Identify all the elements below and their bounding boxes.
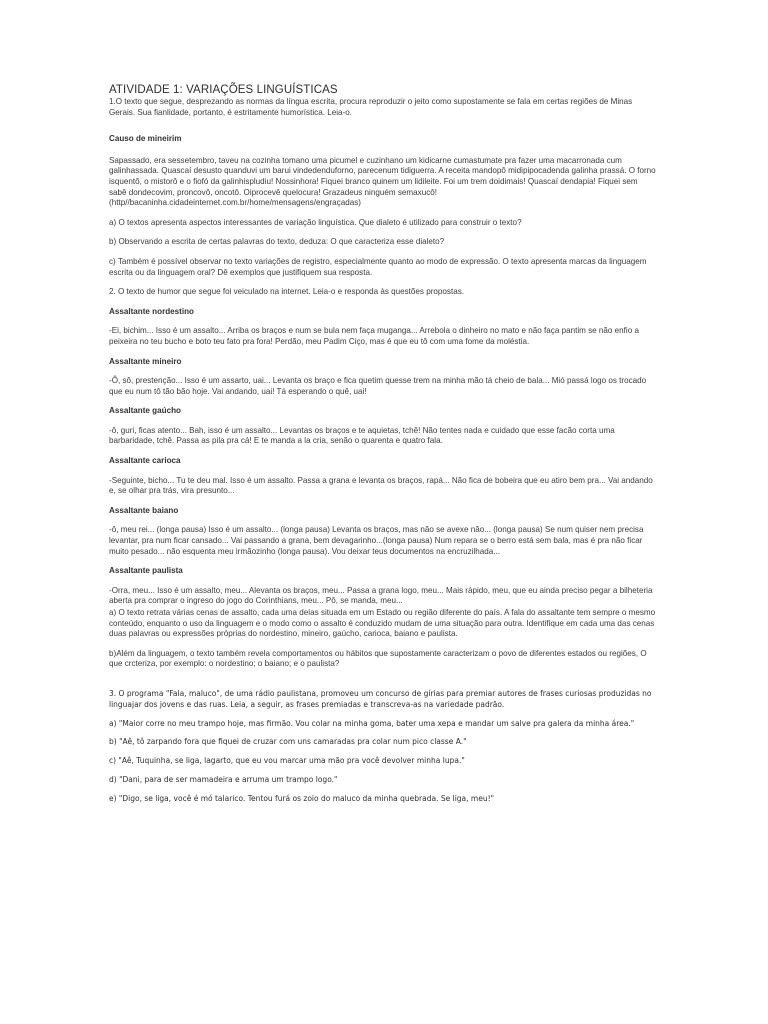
assaltante-carioca-text: -Seguinte, bicho... Tu te deu mal. Isso é um assalto. Passa a grana e levanta os braços, rapá... Não fica de bobeira que eu atiro bem pra... Vai andando e, se olhar pra trás, vira presunto... xyxy=(109,475,653,496)
assaltante-paulista-heading: Assaltante paulista xyxy=(109,566,183,576)
question-2b: b)Além da linguagem, o texto também revela comportamentos ou hábitos que supostamente caracterizam o povo de diferentes estados ou regiões, O que crcteriza, por exemplo: o nordestino; o baiano; e o paulista? xyxy=(109,648,647,669)
assaltante-baiano-text: -ô, meu rei... (longa pausa) Isso é um assalto... (longa pausa) Levanta os braços, mas não se avexe não... (longa pausa) Se num quiser nem precisa levantar, pra num ficar cansado... Vai passando a grana, bem devagarinho...(longa pausa) Num repara se o berro está sem bala, mas é pra não ficar muito pesado... não esquenta meu irmãozinho (longa pausa). Vou deixar teus documentos na encruzilhada... xyxy=(109,525,644,556)
causo-text: Sapassado, era sessetembro, taveu na cozinha tomano uma picumel e cuzinhano um kidicarne cumastumate pra fazer uma macarronada cum galinhassada. Quascaí desusto quanduvi um barui vindedenduforno, parecenum tidiguerra. A receita mandopô midipipocadenda galinha prassá. O forno isquentô, o mistorô e o fiofó da galinhispludiu! Nossinhora! Fiquei branco quinem um lidileite. Foi um trem doidimais! Quascaí dendapia! Fiquei sem sabê dondecovim, proncovô, oncotô. Oiprocevê quelocura! Grazadeus ninguém semaxucô! (http//bacaninha.cidadeinternet.com.br/home/mensagens/engraçadas) xyxy=(109,155,656,208)
assaltante-nordestino-heading: Assaltante nordestino xyxy=(109,306,195,316)
assaltante-baiano-heading: Assaltante baiano xyxy=(109,505,179,515)
question-3-item-e: e) "Digo, se liga, você é mó talarico. Tentou furá os zoio do maluco da minha quebrada. Se liga, meu!" xyxy=(109,793,495,803)
assaltante-gaucho-text: -ô, guri, ficas atento... Bah, isso é um assalto... Levantas os braços e te aquietas, tchê! Não tentes nada e cuidado que esse facão corta uma barbaridade, tchê. Passa as pila pra cá! E te manda a la cria, senão o quarenta e quatro fala. xyxy=(109,425,615,446)
causo-heading: Causo de mineirim xyxy=(109,134,182,144)
assaltante-gaucho-heading: Assaltante gaúcho xyxy=(109,406,181,416)
document-title: ATIVIDADE 1: VARIAÇÕES LINGUÍSTICAS xyxy=(109,84,338,96)
question-1c: c) Também é possível observar no texto variações de registro, especialmente quanto ao modo de expressão. O texto apresenta marcas da linguagem escrita ou da linguagem oral? Dê exemplos que justifiquem sua resposta. xyxy=(109,256,647,277)
question-3-item-a: a) "Maior corre no meu trampo hoje, mas firmão. Vou colar na minha goma, bater uma xepa e mandar um salve pra galera da minha área." xyxy=(109,718,635,728)
question-3-item-d: d) "Dani, para de ser mamadeira e arruma um trampo logo." xyxy=(109,774,338,784)
assaltante-mineiro-heading: Assaltante mineiro xyxy=(109,356,182,366)
document-page xyxy=(109,84,657,805)
question-3-item-b: b) "Aê, tô zarpando fora que fiquei de cruzar com uns camaradas pra colar num pico classe A." xyxy=(109,737,467,747)
assaltante-nordestino-text: -Ei, bichim... Isso é um assalto... Arriba os braços e num se bula nem faça muganga... Arrebola o dinheiro no mato e não faça pantim se não enfio a peixeira no teu bucho e boto teu fato pra fora! Perdão, meu Padim Ciço, mas é que eu tô com uma fome da moléstia. xyxy=(109,326,639,346)
question-2-intro: 2. O texto de humor que segue foi veiculado na internet. Leia-o e responda às questões propostas. xyxy=(109,287,465,297)
question-1b: b) Observando a escrita de certas palavras do texto, deduza: O que caracteriza esse dialeto? xyxy=(109,237,445,247)
question-2a: a) O texto retrata várias cenas de assalto, cada uma delas situada em um Estado ou região diferente do país. A fala do assaltante tem sempre o mesmo conteúdo, enquanto o uso da linguagem e o modo como o assalto é conduzido mudam de uma situação para outra. Identifique em cada uma das cenas duas palavras ou expressões próprias do nordestino, mineiro, gaúcho, carioca, baiano e paulista. xyxy=(109,608,656,639)
assaltante-mineiro-text: -Ô, sô, prestenção... Isso é um assarto, uai... Levanta os braço e fica quetim quesse trem na minha mão tá cheio de bala... Mió passá logo os trocado que eu num tô tão bão hoje. Vai andando, uai! Tá esperando o quê, uai! xyxy=(109,376,647,396)
assaltante-carioca-heading: Assaltante carioca xyxy=(109,456,181,466)
intro-paragraph: 1.O texto que segue, desprezando as normas da língua escrita, procura reproduzir o jeito como supostamente se fala em certas regiões de Minas Gerais. Sua fianlidade, portanto, é estritamente humorística. Leia-o. xyxy=(109,97,633,117)
question-3-intro: 3. O programa "Fala, maluco", de uma rádio paulistana, promoveu um concurso de gírias para premiar autores de frases curiosas produzidas no linguajar dos jovens e das ruas. Leia, a seguir, as frases premiadas e transcreva-as na variedade padrão. xyxy=(109,688,652,709)
question-3-item-c: c) "Aê, Tuquinha, se liga, lagarto, que eu vou marcar uma mão pra você devolver minha lupa." xyxy=(109,756,465,766)
assaltante-paulista-text: -Orra, meu... Isso é um assalto, meu... Alevanta os braços, meu... Passa a grana logo, meu... Mais rápido, meu, que eu ainda preciso pegar a bilheteria aberta pra comprar o ingreso do jogo do Corinthians, meu... Pô, se manda, meu... xyxy=(109,585,653,606)
question-1a: a) O textos apresenta aspectos interessantes de variação linguística. Que dialeto é utilizado para construir o texto? xyxy=(109,217,522,227)
